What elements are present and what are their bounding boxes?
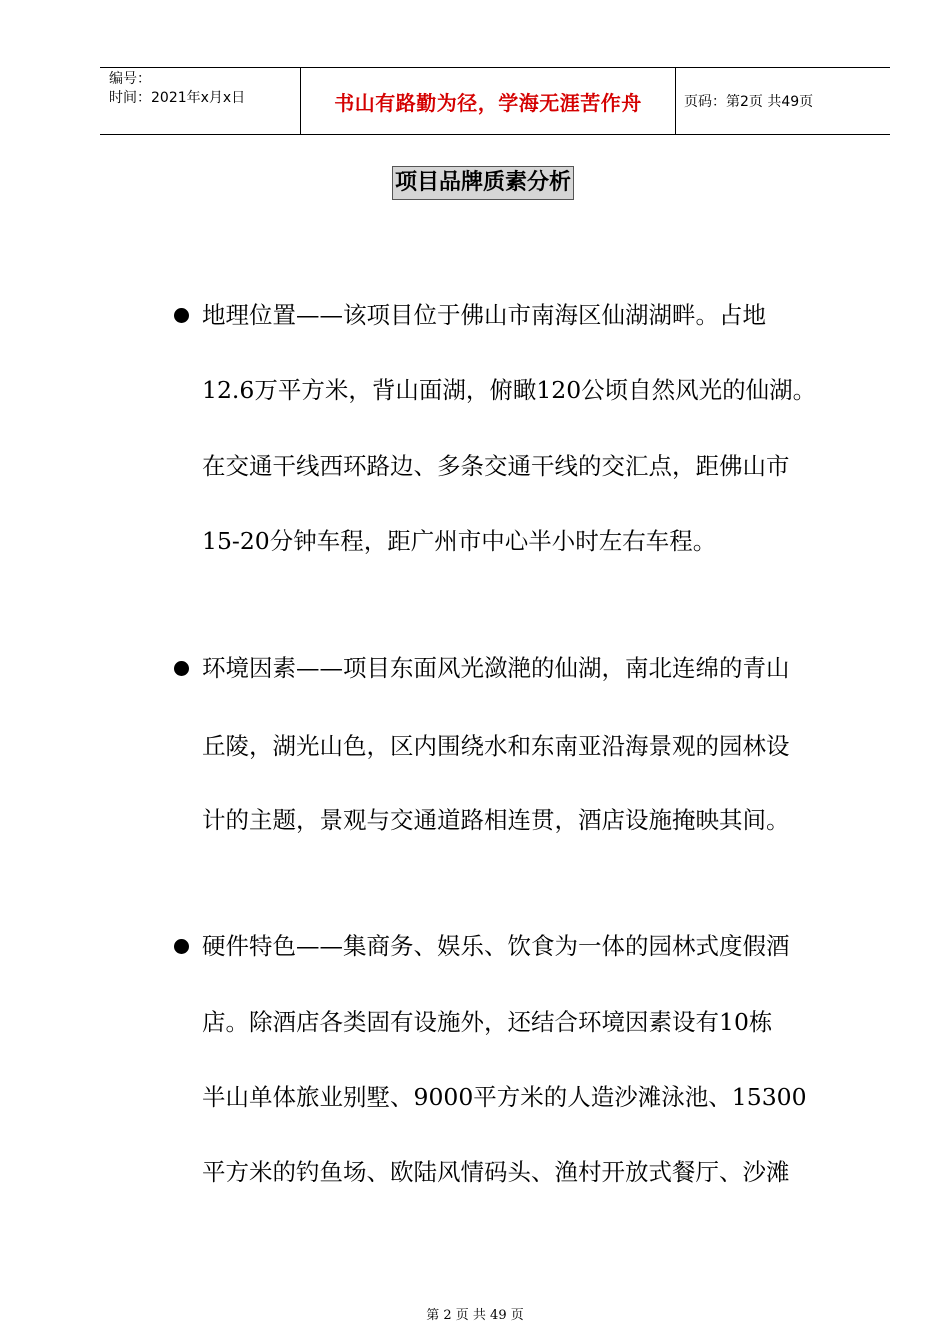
bullet-icon [174,939,189,954]
time-label: 时间：2021年x月x日 [109,90,246,106]
page-footer: 第 2 页 共 49 页 [426,1308,524,1323]
header-motto-cell [301,68,676,134]
paragraph-line: 在交通干线西环路边、多条交通干线的交汇点，距佛山市 [202,452,790,480]
paragraph-line: 计的主题，景观与交通道路相连贯，酒店设施掩映其间。 [202,806,790,834]
page-info: 页码：第2页 共49页 [684,94,814,110]
paragraph-line: 店。除酒店各类固有设施外，还结合环境因素设有10栋 [202,1008,773,1036]
motto-text: 书山有路勤为径，学海无涯苦作舟 [334,90,642,115]
header-page-cell [676,68,890,134]
document-title: 项目品牌质素分析 [392,166,574,200]
paragraph-line: 丘陵，湖光山色，区内围绕水和东南亚沿海景观的园林设 [202,732,790,760]
bullet-icon [174,661,189,676]
bullet-icon [174,308,189,323]
paragraph-line: 环境因素——项目东面风光潋滟的仙湖，南北连绵的青山 [202,654,790,682]
document-header [100,67,890,135]
paragraph-line: 硬件特色——集商务、娱乐、饮食为一体的园林式度假酒 [202,932,790,960]
paragraph-line: 15-20分钟车程，距广州市中心半小时左右车程。 [202,527,717,555]
paragraph-line: 半山单体旅业别墅、9000平方米的人造沙滩泳池、15300 [202,1083,807,1111]
header-meta-cell [100,68,301,134]
number-label: 编号： [109,71,151,87]
paragraph-line: 地理位置——该项目位于佛山市南海区仙湖湖畔。占地 [202,301,766,329]
paragraph-line: 平方米的钓鱼场、欧陆风情码头、渔村开放式餐厅、沙滩 [202,1158,790,1186]
paragraph-line: 12.6万平方米，背山面湖，俯瞰120公顷自然风光的仙湖。 [202,376,817,404]
